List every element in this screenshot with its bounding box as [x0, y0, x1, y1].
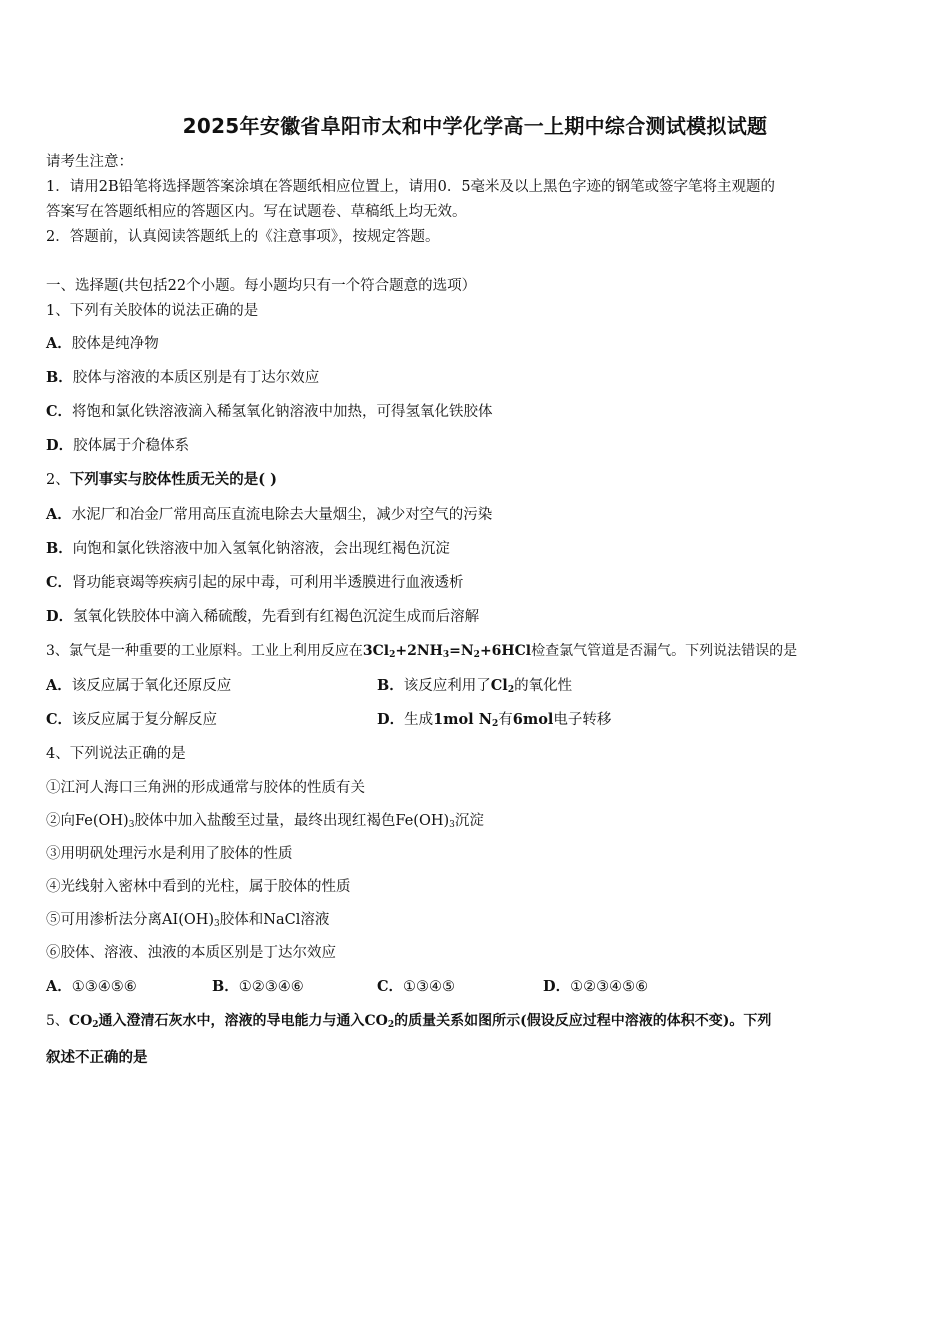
q5-co2-b: CO [364, 1013, 388, 1029]
q2-option-b-text: 向饱和氯化铁溶液中加入氢氧化钠溶液，会出现红褐色沉淀 [72, 541, 450, 557]
q4-option-d-key: D． [543, 978, 571, 995]
q3-option-d-sub: 2 [492, 719, 499, 729]
notice-line-1: 1．请用2B铅笔将选择题答案涂填在答题纸相应位置上，请用0．5毫米及以上黑色字迹的钢笔或签字笔将主观题的 [46, 179, 776, 195]
question-2-stem [46, 470, 277, 490]
question-3-stem [46, 641, 797, 661]
q2-option-c-text: 肾功能衰竭等疾病引起的尿中毒，可利用半透膜进行血液透析 [72, 575, 464, 591]
q1-option-a-key: A． [46, 335, 72, 352]
q5-sub-b: 2 [387, 1020, 395, 1030]
q4-option-c-text: ①③④⑤ [403, 979, 456, 995]
q3-formula-sub-2: 3 [442, 650, 450, 660]
q3-option-d-text: 生成 [404, 712, 434, 728]
q3-option-b-key: B． [377, 677, 404, 694]
q3-formula-hcl: +6HCl [479, 643, 532, 659]
q1-option-a-text: 胶体是纯净物 [71, 336, 159, 352]
q3-option-c-key: C． [46, 711, 73, 728]
q2-number: 2、 [46, 472, 70, 488]
q4-statement-1: ①江河人海口三角洲的形成通常与胶体的性质有关 [46, 780, 365, 796]
q2-option-a-text: 水泥厂和冶金厂常用高压直流电除去大量烟尘，减少对空气的污染 [71, 507, 493, 523]
q3-option-d [377, 710, 611, 730]
q4-option-d [543, 977, 648, 997]
q3-option-a [46, 676, 231, 696]
q4-statement-5 [46, 910, 329, 930]
section-heading: 一、选择题(共包括22个小题。每小题均只有一个符合题意的选项） [46, 278, 477, 294]
q3-option-d-mid: 有 [498, 712, 513, 728]
q3-option-a-key: A． [46, 677, 72, 694]
q2-option-b-key: B． [46, 540, 73, 557]
page-title: 2025年安徽省阜阳市太和中学化学高一上期中综合测试模拟试题 [182, 114, 768, 138]
q1-option-b [46, 368, 319, 388]
q3-option-b [377, 676, 572, 696]
notice-line-3: 2．答题前，认真阅读答题纸上的《注意事项》，按规定答题。 [46, 229, 440, 245]
q1-option-b-text: 胶体与溶液的本质区别是有丁达尔效应 [72, 370, 320, 386]
q2-option-d-key: D． [46, 608, 74, 625]
q1-option-d-text: 胶体属于介稳体系 [73, 438, 190, 454]
q5-co2-a: CO [68, 1013, 93, 1029]
q4-s2-post: 沉淀 [454, 813, 484, 829]
q4-s5-sub: 3 [214, 919, 220, 929]
q1-option-c-text: 将饱和氯化铁溶液滴入稀氢氧化钠溶液中加热，可得氢氧化铁胶体 [72, 404, 493, 420]
q3-option-d-mol2: 6mol [512, 711, 554, 728]
q4-s2-mid: 胶体中加入盐酸至过量，最终出现红褐色Fe(OH) [134, 813, 450, 829]
question-4-stem: 4、下列说法正确的是 [46, 746, 186, 762]
q5-text-a: 通入澄清石灰水中，溶液的导电能力与通入 [98, 1013, 365, 1029]
q4-option-a-key: A． [46, 978, 72, 995]
q2-option-a [46, 505, 492, 525]
question-1-stem: 1、下列有关胶体的说法正确的是 [46, 303, 259, 319]
q2-stem-text: 下列事实与胶体性质无关的是( ) [69, 471, 278, 488]
q3-stem-part-b: 检查氯气管道是否漏气。下列说法错误的是 [531, 643, 798, 659]
q3-option-d-tail: 电子转移 [553, 712, 612, 728]
q3-option-a-text: 该反应属于氧化还原反应 [71, 678, 232, 694]
q4-statement-2 [46, 811, 484, 831]
q4-statement-4: ④光线射入密林中看到的光柱，属于胶体的性质 [46, 879, 351, 895]
q3-formula-sub-1: 2 [389, 650, 396, 660]
q3-formula-cl: 3Cl [362, 643, 390, 659]
q2-option-a-key: A． [46, 506, 72, 523]
q1-option-a [46, 334, 159, 354]
q3-formula-n: =N [449, 643, 474, 659]
q4-option-a [46, 977, 137, 997]
notice-line-2: 答案写在答题纸相应的答题区内。写在试题卷、草稿纸上均无效。 [46, 204, 467, 220]
q1-option-c [46, 402, 493, 422]
q4-option-c-key: C． [377, 978, 404, 995]
q3-formula-sub-3: 2 [473, 650, 480, 660]
q3-option-b-sub: 2 [507, 685, 515, 695]
q3-formula [363, 643, 531, 659]
q5-sub-a: 2 [92, 1020, 99, 1030]
q3-formula-nh: +2NH [395, 643, 443, 659]
q5-number: 5、 [46, 1013, 69, 1029]
q4-s2-sub2: 3 [449, 820, 455, 830]
q3-option-c-text: 该反应属于复分解反应 [72, 712, 218, 728]
q3-option-d-mol: 1mol N [433, 711, 492, 728]
q4-statement-3: ③用明矾处理污水是利用了胶体的性质 [46, 846, 293, 862]
q2-option-d-text: 氢氧化铁胶体中滴入稀硫酸，先看到有红褐色沉淀生成而后溶解 [73, 609, 480, 625]
q4-option-c [377, 977, 455, 997]
q4-option-b [212, 977, 304, 997]
notice-heading: 请考生注意： [46, 154, 133, 170]
q1-option-d [46, 436, 189, 456]
q4-statement-6: ⑥胶体、溶液、浊液的本质区别是丁达尔效应 [46, 945, 336, 961]
q1-option-b-key: B． [46, 369, 73, 386]
q4-s5-pre: ⑤可用渗析法分离AI(OH) [46, 912, 215, 928]
q2-option-b [46, 539, 450, 559]
q4-s2-sub: 3 [128, 820, 135, 830]
question-5-stem [46, 1011, 771, 1031]
q4-option-b-key: B． [212, 978, 239, 995]
q2-option-c [46, 573, 464, 593]
q4-option-a-text: ①③④⑤⑥ [71, 979, 137, 995]
q4-s2-pre: ②向Fe(OH) [46, 813, 129, 829]
q2-option-c-key: C． [46, 574, 73, 591]
q2-option-d [46, 607, 479, 627]
q3-stem-part-a: 3、氯气是一种重要的工业原料。工业上利用反应在 [46, 643, 363, 659]
q4-s5-post: 胶体和NaCl溶液 [219, 912, 330, 928]
q3-option-b-text: 该反应利用了 [403, 678, 491, 694]
q4-option-d-text: ①②③④⑤⑥ [570, 979, 649, 995]
q3-option-d-key: D． [377, 711, 405, 728]
q3-option-b-tail: 的氧化性 [514, 678, 573, 694]
q3-option-b-formula: Cl [490, 677, 508, 694]
q5-stem-line-2: 叙述不正确的是 [46, 1049, 148, 1066]
q3-option-c [46, 710, 217, 730]
q5-text-b: 的质量关系如图所示(假设反应过程中溶液的体积不变)。下列 [394, 1013, 772, 1029]
q1-option-c-key: C． [46, 403, 73, 420]
q1-option-d-key: D． [46, 437, 74, 454]
q4-option-b-text: ①②③④⑥ [238, 979, 304, 995]
